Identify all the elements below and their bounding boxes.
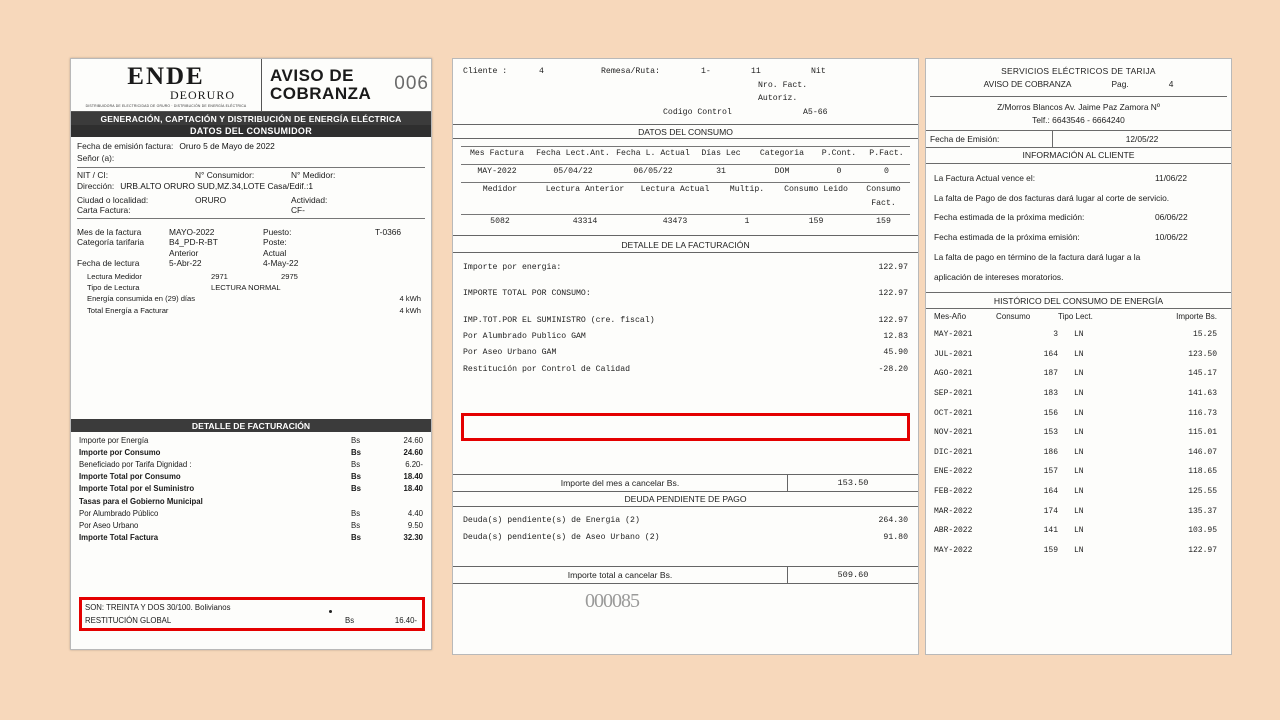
detail-name: Beneficiado por Tarifa Dignidad : [79, 460, 192, 470]
table-row [79, 520, 423, 532]
table-row [463, 329, 908, 345]
right-company: SERVICIOS ELÉCTRICOS DE TARIJA [1001, 66, 1156, 76]
table-row [463, 313, 908, 329]
label-direccion: Dirección: [77, 181, 115, 192]
detail-unit: Bs [351, 448, 361, 458]
left-consumer-fields [71, 137, 431, 223]
cell-consumo: 187 [1043, 369, 1058, 379]
label-mes-factura: Mes de la factura [77, 226, 142, 237]
highlight-amount [373, 602, 417, 614]
invoice-right [925, 58, 1232, 655]
col-pcont: P.Cont. [821, 149, 857, 159]
divider [930, 96, 1227, 97]
detail-amount: 6.20- [405, 460, 423, 470]
info-name: La falta de Pago de dos facturas dará lugar al corte de servicio. [934, 192, 1170, 203]
detail-unit: Bs [351, 484, 361, 494]
cell-tipo: LN [1074, 369, 1084, 379]
col-medidor: Medidor [482, 185, 518, 194]
reading-prev [211, 305, 281, 316]
value-actividad: CF- [291, 204, 305, 215]
table-row [934, 325, 1223, 345]
col-categoria: Categoria [759, 149, 805, 159]
divider [77, 167, 425, 168]
table-row [463, 345, 908, 361]
left-title-line1: AVISO DE [270, 66, 354, 86]
info-value: 11/06/22 [1155, 172, 1187, 183]
deuda-amount: 264.30 [878, 516, 908, 526]
value-fecha-emision: Oruro 5 de Mayo de 2022 [179, 141, 275, 151]
value-remesa-2: 11 [751, 67, 761, 76]
value-fecha-emision: 12/05/22 [1125, 133, 1159, 144]
value-fecha-lectura-act: 4-May-22 [263, 257, 299, 268]
table-row [79, 532, 423, 544]
value-carta [195, 205, 291, 215]
table-row [934, 423, 1223, 443]
info-row [934, 248, 1223, 268]
value-total-cancelar: 509.60 [837, 569, 869, 580]
cell-importe: 135.37 [1188, 506, 1217, 516]
cell-consumo: 157 [1043, 467, 1058, 477]
middle-deuda-rows [453, 507, 918, 551]
table-row [934, 521, 1223, 541]
col-fecha-act: Fecha L. Actual [616, 149, 690, 159]
cell-mes: OCT-2021 [934, 408, 973, 418]
info-name: La falta de pago en término de la factura dará lugar a la [934, 251, 1141, 262]
cell-consumo: 186 [1043, 447, 1058, 457]
cell: 0 [884, 167, 889, 177]
detail-name: Importe por Consumo [79, 448, 161, 458]
right-hist-title: HISTÓRICO DEL CONSUMO DE ENERGÍA [926, 292, 1231, 309]
value-fecha-lectura-ant: 5-Abr-22 [169, 257, 202, 268]
ink-blotch [329, 610, 332, 613]
detail-name: Importe por energia: [463, 262, 562, 272]
col-consumo-leido: Consumo Leido [784, 185, 848, 194]
logo-sub: DEORURO [169, 87, 235, 102]
info-name: aplicación de intereses moratorios. [934, 271, 1064, 282]
left-doc-number: 006 [394, 73, 429, 94]
cell-mes: MAY-2021 [934, 330, 973, 340]
cell-tipo: LN [1074, 428, 1084, 438]
table-row [463, 286, 908, 302]
right-doc-type: AVISO DE COBRANZA [983, 79, 1072, 90]
reading-extra: 4 kWh [399, 294, 421, 304]
cell-importe: 125.55 [1188, 487, 1217, 496]
deuda-name: Deuda(s) pendiente(s) de Aseo Urbano (2) [463, 533, 660, 543]
left-detail-title: DETALLE DE FACTURACIÓN [71, 419, 431, 432]
label-senor: Señor (a): [77, 153, 115, 164]
table-row [79, 447, 423, 459]
reading-name: Total Energía a Facturar [87, 305, 169, 315]
detail-name: Por Aseo Urbano [79, 520, 139, 530]
reading-curr [281, 282, 361, 293]
cell-consumo: 164 [1043, 487, 1058, 496]
cell: 1 [744, 216, 750, 226]
cell-importe: 122.97 [1188, 545, 1217, 555]
table-row [79, 471, 423, 483]
cell-tipo: LN [1074, 330, 1084, 340]
col-actual: Actual [263, 247, 287, 258]
cell-importe: 141.63 [1188, 389, 1217, 399]
info-name: Fecha estimada de la próxima emisión: [934, 232, 1080, 242]
cell-tipo: LN [1074, 467, 1084, 477]
right-info-rows [926, 164, 1231, 293]
col-consumo: Consumo [996, 312, 1031, 322]
col-fecha-ant: Fecha Lect.Ant. [536, 149, 610, 159]
reading-prev: 2971 [211, 271, 228, 281]
detail-name: Importe Total por el Suministro [79, 484, 195, 494]
right-header [926, 59, 1231, 130]
right-hist-rows [926, 323, 1231, 560]
detail-unit: Bs [351, 436, 361, 446]
left-blank-area [71, 320, 431, 415]
table-row [461, 214, 910, 229]
highlight-unit: Bs [345, 615, 355, 625]
cell-importe: 123.50 [1188, 349, 1217, 359]
col-tipo-lect: Tipo Lect. [1058, 312, 1093, 322]
cell: 31 [716, 167, 726, 177]
reading-prev [211, 293, 281, 304]
reading-name: Lectura Medidor [87, 271, 142, 281]
invoice-middle [452, 58, 919, 655]
detail-unit: Bs [351, 520, 361, 530]
left-detail-rows [71, 432, 431, 546]
cell-importe: 116.73 [1188, 408, 1217, 418]
table-row [77, 305, 425, 316]
table-row [85, 615, 417, 627]
label-fecha-emision: Fecha de emisión factura: [77, 141, 174, 151]
left-header [71, 59, 431, 112]
cell-mes: MAR-2022 [934, 506, 973, 516]
info-row [934, 208, 1223, 228]
col-mes-ano: Mes-Año [934, 312, 967, 322]
left-highlight-rows [85, 602, 417, 627]
cell-consumo: 164 [1043, 349, 1058, 359]
label-nit: NIT / CI: [77, 170, 109, 181]
detail-name: Por Alumbrado Público [79, 508, 159, 518]
middle-importe-mes-row [453, 474, 918, 492]
cell: 43314 [572, 216, 598, 226]
detail-name: Importe por Energía [79, 436, 149, 446]
detail-amount: 24.60 [403, 436, 423, 446]
detail-amount: 24.60 [403, 448, 423, 458]
label-medidor: N° Medidor: [291, 170, 336, 181]
label-carta: Carta Factura: [77, 204, 131, 215]
label-puesto: Puesto: [263, 226, 292, 237]
cell-tipo: LN [1074, 408, 1084, 418]
reading-extra [361, 271, 425, 282]
table-row [79, 508, 423, 520]
col-importe: Importe Bs. [1176, 312, 1217, 322]
table-row [934, 384, 1223, 404]
detail-amount [379, 496, 423, 508]
detail-amount: 122.97 [878, 315, 908, 325]
detail-amount: 18.40 [403, 472, 423, 482]
label-consumidor: N° Consumidor: [195, 170, 255, 181]
left-title-line2: COBRANZA [270, 84, 372, 103]
cell: DOM [774, 167, 790, 177]
cell: 5082 [490, 216, 510, 226]
detail-name: Tasas para el Gobierno Municipal [79, 496, 203, 506]
detail-name: Por Alumbrado Publico GAM [463, 332, 586, 342]
cell-importe: 15.25 [1192, 330, 1217, 340]
detail-name: Importe Total Factura [79, 532, 159, 542]
cell-tipo: LN [1074, 545, 1084, 555]
cell-consumo: 3 [1053, 330, 1058, 340]
value-remesa-1: 1- [701, 67, 711, 76]
cell-mes: ENE-2022 [934, 467, 973, 477]
col-anterior: Anterior [169, 247, 199, 258]
cell-importe: 103.95 [1188, 526, 1217, 536]
cell-importe: 115.01 [1188, 428, 1217, 438]
left-section-consumer: DATOS DEL CONSUMIDOR [71, 125, 431, 137]
value-puesto: T-0366 [375, 226, 402, 237]
col-lect-ant: Lectura Anterior [545, 185, 625, 194]
value-importe-mes: 153.50 [837, 478, 869, 489]
label-ciudad: Ciudad o localidad: [77, 194, 149, 205]
col-consumo-fact: Consumo Fact. [866, 185, 901, 208]
table-header-row [461, 182, 910, 211]
cell: 0 [836, 167, 842, 177]
cell-tipo: LN [1074, 526, 1084, 536]
cell-mes: ABR-2022 [934, 526, 973, 536]
highlight-amount: 16.40- [394, 615, 417, 625]
middle-detalle-title: DETALLE DE LA FACTURACIÓN [453, 239, 918, 253]
right-address: Z/Morros Blancos Av. Jaime Paz Zamora Nº [997, 101, 1160, 112]
cell-importe: 146.07 [1188, 447, 1217, 457]
reading-extra [361, 282, 425, 293]
middle-consumo-title: DATOS DEL CONSUMO [453, 124, 918, 139]
table-row [463, 529, 908, 546]
cell-mes: JUL-2021 [934, 349, 973, 359]
table-row [463, 260, 908, 276]
col-pfact: P.Fact. [869, 149, 904, 159]
detail-amount: 4.40 [407, 508, 423, 518]
detail-amount: 9.50 [407, 520, 423, 530]
highlight-box-middle [461, 413, 910, 441]
label-total-cancelar: Importe total a cancelar Bs. [453, 567, 788, 583]
reading-prev: LECTURA NORMAL [211, 282, 281, 292]
info-name: La Factura Actual vence el: [934, 172, 1036, 183]
cell-importe: 145.17 [1188, 369, 1217, 379]
label-importe-mes: Importe del mes a cancelar Bs. [453, 475, 788, 491]
table-header-row [461, 146, 910, 161]
info-row [934, 189, 1223, 209]
table-row [77, 293, 425, 304]
middle-total-row [453, 566, 918, 584]
invoice-left [70, 58, 432, 650]
col-multip: Multip. [729, 185, 765, 194]
cell: 159 [808, 216, 824, 226]
cell-mes: DIC-2021 [934, 447, 973, 457]
middle-deuda-title: DEUDA PENDIENTE DE PAGO [453, 492, 918, 507]
label-remesa: Remesa/Ruta: [601, 67, 660, 76]
table-row [934, 404, 1223, 424]
detail-name: IMPORTE TOTAL POR CONSUMO: [463, 289, 591, 299]
table-row [79, 459, 423, 471]
table-row [934, 462, 1223, 482]
right-hist-header [926, 309, 1231, 323]
table-row [934, 502, 1223, 522]
label-actividad: Actividad: [291, 194, 328, 205]
detail-name: IMP.TOT.POR EL SUMINISTRO (cre. fiscal) [463, 315, 655, 325]
detail-amount: 18.40 [403, 484, 423, 494]
col-mes-factura: Mes Factura [469, 149, 525, 159]
cell-tipo: LN [1074, 487, 1084, 496]
cell-consumo: 153 [1043, 428, 1058, 438]
logo-brand: ENDE [127, 62, 205, 90]
reading-curr: 2975 [281, 271, 298, 281]
detail-unit [351, 496, 379, 508]
reading-name: Energía consumida en (29) días [87, 294, 196, 304]
reading-curr [281, 305, 361, 316]
info-name: Fecha estimada de la próxima medición: [934, 212, 1085, 223]
cell-consumo: 141 [1043, 526, 1058, 536]
value-codigo-control: A5-66 [803, 107, 828, 117]
info-value: 06/06/22 [1155, 212, 1188, 223]
left-billing-block [71, 223, 431, 321]
label-categoria: Categoría tarifaria [77, 236, 145, 247]
middle-header [453, 59, 918, 121]
value-categoria: B4_PD-R-BT [169, 236, 218, 247]
highlight-name: RESTITUCIÓN GLOBAL [85, 615, 172, 625]
right-phone: Telf.: 6643546 - 6664240 [1032, 115, 1125, 126]
logo-fineprint: DISTRIBUIDORA DE ELECTRICIDAD DE ORURO · DISTRIBUCIÓN DE ENERGÍA ELÉCTRICA [85, 103, 247, 108]
detail-amount: 12.83 [883, 332, 908, 342]
label-fecha-emision: Fecha de Emisión: [926, 131, 1053, 147]
cell-mes: SEP-2021 [934, 389, 973, 399]
middle-detalle-rows [453, 253, 918, 382]
table-row [463, 512, 908, 529]
label-cliente: Cliente : [463, 67, 508, 76]
deuda-amount: 91.80 [883, 533, 908, 543]
label-fecha-lectura: Fecha de lectura [77, 257, 140, 268]
cell: 06/05/22 [633, 167, 673, 177]
ende-logo [71, 59, 262, 111]
highlight-unit [345, 602, 373, 614]
right-emision-row [926, 130, 1231, 148]
table-row [77, 271, 425, 282]
info-row [934, 228, 1223, 248]
detail-amount: 122.97 [878, 262, 908, 272]
info-row [934, 169, 1223, 189]
table-row [934, 364, 1223, 384]
col-dias: Días Lec [701, 149, 741, 159]
table-row [77, 282, 425, 293]
highlight-name: SON: TREINTA Y DOS 30/100. Bolivianos [85, 603, 231, 613]
detail-unit: Bs [351, 460, 361, 470]
table-row [79, 435, 423, 447]
table-row [79, 496, 423, 508]
table-row [85, 602, 417, 614]
middle-handwritten-stamp: 000085 [585, 590, 639, 612]
cell-mes: MAY-2022 [934, 545, 973, 555]
reading-name: Tipo de Lectura [87, 282, 140, 292]
cell-consumo: 156 [1043, 408, 1058, 418]
detail-unit: Bs [351, 508, 361, 518]
cell: MAY-2022 [477, 167, 517, 177]
cell-importe: 118.65 [1188, 467, 1217, 477]
value-mes-factura: MAYO-2022 [169, 226, 215, 237]
table-row [934, 345, 1223, 365]
detail-name: Por Aseo Urbano GAM [463, 348, 557, 358]
reading-curr [281, 293, 361, 304]
right-info-title: INFORMACIÓN AL CLIENTE [926, 148, 1231, 164]
cell-tipo: LN [1074, 389, 1084, 399]
table-row [934, 482, 1223, 502]
table-row-highlighted [463, 362, 908, 378]
deuda-name: Deuda(s) pendiente(s) de Energia (2) [463, 516, 640, 526]
cell: 05/04/22 [553, 167, 593, 177]
cell-consumo: 183 [1043, 389, 1058, 399]
cell-mes: FEB-2022 [934, 487, 973, 496]
right-pag-label: Pag. [1111, 79, 1129, 90]
col-lect-act: Lectura Actual [640, 185, 710, 194]
value-cliente: 4 [539, 67, 544, 76]
restitution-amount: -28.20 [878, 364, 908, 374]
detail-unit: Bs [351, 532, 361, 542]
detail-amount: 32.30 [403, 532, 423, 542]
cell: 43473 [662, 216, 688, 226]
left-banner: GENERACIÓN, CAPTACIÓN Y DISTRIBUCIÓN DE ENERGÍA ELÉCTRICA [71, 112, 431, 125]
table-row [934, 541, 1223, 561]
value-ciudad: ORURO [195, 194, 227, 205]
cell: 159 [876, 216, 891, 226]
cell-consumo: 174 [1043, 506, 1058, 516]
right-pag-value: 4 [1168, 79, 1174, 90]
cell-mes: NOV-2021 [934, 428, 973, 438]
cell-tipo: LN [1074, 506, 1084, 516]
table-row [79, 483, 423, 495]
table-row [461, 164, 910, 179]
detail-amount: 122.97 [878, 289, 908, 299]
middle-consumo-table [453, 139, 918, 231]
detail-amount: 45.90 [883, 348, 908, 358]
detail-name: Importe Total por Consumo [79, 472, 181, 482]
cell-tipo: LN [1074, 349, 1084, 359]
label-nit: Nit [811, 67, 826, 76]
restitution-name: Restitución por Control de Calidad [463, 364, 631, 374]
cell-consumo: 159 [1043, 545, 1058, 555]
value-direccion: URB.ALTO ORURO SUD,MZ.34,LOTE Casa/Edif.:1 [120, 181, 314, 192]
info-row [934, 268, 1223, 288]
left-title-block [262, 59, 431, 111]
left-readings-table [77, 271, 425, 317]
info-value: 10/06/22 [1155, 232, 1188, 242]
divider-2 [77, 218, 425, 219]
cell-tipo: LN [1074, 447, 1084, 457]
label-autoriz: Autoriz. [758, 94, 798, 104]
label-poste: Poste: [263, 236, 287, 247]
divider [453, 235, 918, 236]
label-codigo-control: Codigo Control [663, 107, 732, 117]
table-row [934, 443, 1223, 463]
cell-mes: AGO-2021 [934, 369, 973, 379]
reading-extra: 4 kWh [399, 305, 421, 315]
label-nro-fact: Nro. Fact. [758, 80, 808, 90]
detail-unit: Bs [351, 472, 361, 482]
